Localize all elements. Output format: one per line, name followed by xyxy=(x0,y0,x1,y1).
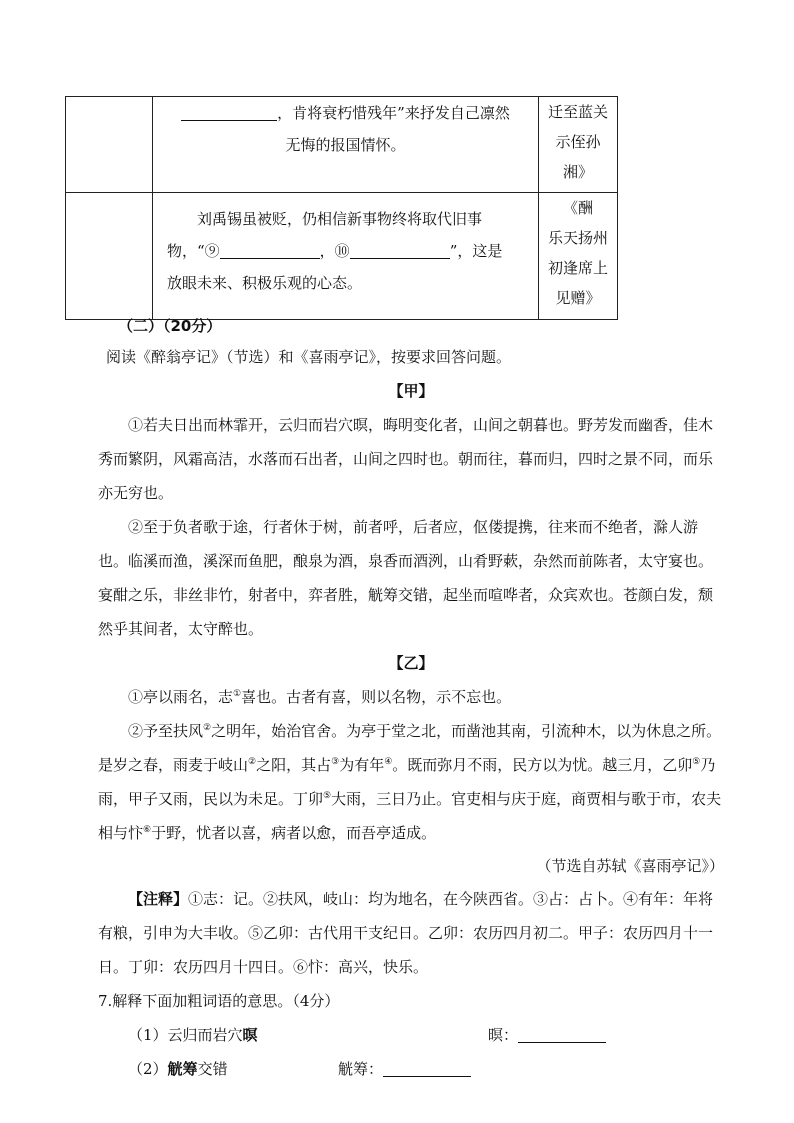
footnote-marker: ① xyxy=(233,689,242,699)
footnote-marker: ④ xyxy=(384,757,393,767)
fill-blank[interactable] xyxy=(181,104,277,121)
table-cell-source xyxy=(539,97,618,193)
table-cell-text xyxy=(153,97,539,193)
source-line: 初逢席上 xyxy=(547,259,608,277)
source-line: 乐天扬州 xyxy=(547,229,608,247)
source-line: 迁至蓝关 xyxy=(547,103,608,121)
footnote-marker: ② xyxy=(203,723,212,733)
row2-line3: 放眼未来、积极乐观的心态。 xyxy=(167,274,363,292)
footnote-marker: ③ xyxy=(331,757,340,767)
question-7-stem: 7.解释下面加粗词语的意思。（4分） xyxy=(98,992,340,1010)
footnote-marker: ⑥ xyxy=(143,825,152,835)
poem-table xyxy=(65,96,618,320)
table-cell-source xyxy=(539,193,618,320)
passage-yi-heading: 【乙】 xyxy=(388,654,434,672)
annotation-label: 【注释】 xyxy=(128,890,189,908)
section-intro: 阅读《醉翁亭记》（节选）和《喜雨亭记》，按要求回答问题。 xyxy=(106,348,512,366)
source-line: 《酬 xyxy=(562,199,593,217)
fill-blank-9[interactable] xyxy=(220,242,320,259)
table-row xyxy=(66,97,618,193)
answer-blank[interactable] xyxy=(383,1060,471,1077)
footnote-marker: ② xyxy=(248,757,257,767)
table-cell-text xyxy=(153,193,539,320)
table-cell-empty xyxy=(66,193,153,320)
source-line: 见赠》 xyxy=(555,289,601,307)
source-line: 示侄孙 xyxy=(555,133,601,151)
row1-line2: 无悔的报国情怀。 xyxy=(285,136,406,154)
fill-blank-10[interactable] xyxy=(350,242,450,259)
answer-blank[interactable] xyxy=(518,1026,606,1043)
question-7-item-2: （2）觥筹交错 觥筹： xyxy=(98,1052,724,1086)
passage-jia-para-2: ②至于负者歌于途，行者休于树，前者呼，后者应，伛偻提携，往来而不绝者，滁人游也。临溪而渔，溪深而鱼肥，酿泉为酒，泉香而酒洌，山肴野蔌，杂然而前陈者，太守宴也。宴酣之乐，非丝非竹，射者中，弈者胜，觥筹交错，起坐而喧哗者，众宾欢也。苍颜白发，颓然乎其间者，太守醉也。 xyxy=(98,518,714,638)
passage-yi-para-2: ②予至扶风②之明年，始治官舍。为亭于堂之北，而凿池其南，引流种木，以为休息之所。是岁之春，雨麦于岐山②之阳，其占③为有年④。既而弥月不雨，民方以为忧。越三月，乙卯⑤乃雨，甲子又雨，民以为未足。丁卯⑤大雨，三日乃止。官吏相与庆于庭，商贾相与歌于市，农夫相与忭⑥于野，忧者以喜，病者以愈，而吾亭适成。 xyxy=(98,722,722,842)
row2-line1: 刘禹锡虽被贬，仍相信新事物终将取代旧事 xyxy=(197,210,483,228)
source-line: 湘》 xyxy=(562,163,593,181)
row2-line2: 物，“⑨ ，⑩ ”，这是 xyxy=(167,242,503,260)
footnote-marker: ⑤ xyxy=(692,757,701,767)
table-row xyxy=(66,193,618,320)
annotation: 【注释】①志：记。②扶风，岐山：均为地名，在今陕西省。③占：占卜。④有年：年将有粮，引申为大丰收。⑤乙卯：古代用干支纪日。乙卯：农历四月初二。甲子：农历四月十一日。丁卯：农历四月十四日。⑥忭：高兴，快乐。 xyxy=(98,890,714,976)
answer-1: 暝： xyxy=(488,1018,606,1052)
section-title: （二）（20分） xyxy=(118,317,222,335)
table-cell-empty xyxy=(66,97,153,193)
question-7-item-1: （1）云归而岩穴暝 暝： xyxy=(98,1018,724,1052)
row1-line1: ，肯将衰朽惜残年”来抒发自己凛然 xyxy=(167,97,524,129)
answer-2: 觥筹： xyxy=(338,1052,471,1086)
passage-source: （节选自苏轼《喜雨亭记》） xyxy=(536,857,724,875)
passage-yi-para-1: ①亭以雨名，志①喜也。古者有喜，则以名物，示不忘也。 xyxy=(128,688,512,706)
passage-jia-para-1: ①若夫日出而林霏开，云归而岩穴暝，晦明变化者，山间之朝暮也。野芳发而幽香，佳木秀而繁阴，风霜高洁，水落而石出者，山间之四时也。朝而往，暮而归，四时之景不同，而乐亦无穷也。 xyxy=(98,416,714,502)
footnote-marker: ⑤ xyxy=(323,791,332,801)
passage-jia-heading: 【甲】 xyxy=(388,382,434,400)
reading-section xyxy=(98,312,724,1086)
